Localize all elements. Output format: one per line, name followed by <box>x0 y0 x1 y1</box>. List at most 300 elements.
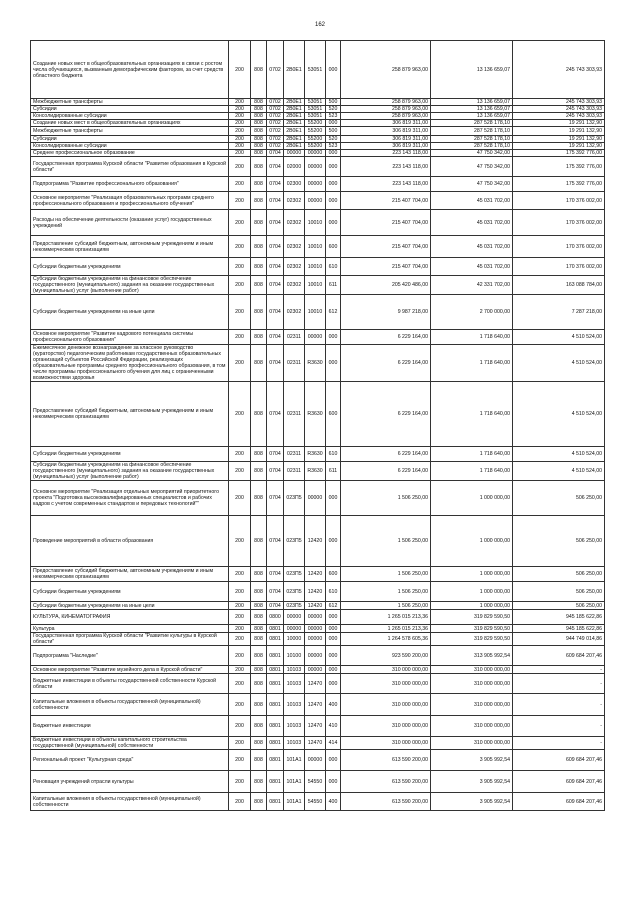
table-row <box>31 177 605 192</box>
row-admin-cell: 200 <box>229 177 251 192</box>
row-article-cell: 10010 <box>305 258 326 276</box>
row-subsection-cell: 0801 <box>267 633 284 646</box>
row-name-cell: Бюджетные инвестиции в объекты капитального строительства государственной (муниципальной) собственности <box>31 737 229 750</box>
row-article-cell: 00000 <box>305 481 326 516</box>
table-body <box>31 41 605 811</box>
row-amount-cell: 223 143 118,00 <box>341 177 431 192</box>
row-amount-cell: 613 590 200,00 <box>341 771 431 793</box>
row-amount-cell: 19 291 132,90 <box>513 120 605 127</box>
row-program-cell: 02311 <box>284 447 305 462</box>
row-program-cell: 2В0Е1 <box>284 113 305 120</box>
row-name-cell: Субсидии <box>31 136 229 143</box>
row-type-cell: 000 <box>326 41 341 99</box>
row-amount-cell: 1 506 250,00 <box>341 481 431 516</box>
row-article-cell: 12420 <box>305 582 326 602</box>
row-type-cell: 600 <box>326 567 341 582</box>
row-article-cell: 55200 <box>305 136 326 143</box>
row-type-cell: 000 <box>326 157 341 177</box>
row-amount-cell: 1 718 640,00 <box>431 462 513 481</box>
table-row <box>31 674 605 694</box>
row-amount-cell: 19 291 132,90 <box>513 127 605 136</box>
row-section-cell: 808 <box>251 674 267 694</box>
row-admin-cell: 200 <box>229 210 251 236</box>
row-amount-cell: 310 000 000,00 <box>431 674 513 694</box>
row-program-cell: 10103 <box>284 674 305 694</box>
row-program-cell: 02311 <box>284 330 305 345</box>
row-amount-cell: 215 407 704,00 <box>341 258 431 276</box>
table-row <box>31 481 605 516</box>
row-name-cell: Подпрограмма "Развитие профессионального образования" <box>31 177 229 192</box>
row-amount-cell: 1 000 000,00 <box>431 516 513 567</box>
row-admin-cell: 200 <box>229 120 251 127</box>
row-amount-cell: 3 905 992,54 <box>431 771 513 793</box>
row-admin-cell: 200 <box>229 625 251 633</box>
row-name-cell: Основное мероприятие "Развитие кадрового потенциала системы профессионального образования" <box>31 330 229 345</box>
row-amount-cell: 223 143 118,00 <box>341 157 431 177</box>
row-subsection-cell: 0800 <box>267 610 284 625</box>
row-amount-cell: - <box>513 737 605 750</box>
table-row <box>31 258 605 276</box>
row-program-cell: 02302 <box>284 236 305 258</box>
table-row <box>31 330 605 345</box>
row-amount-cell: 4 510 524,00 <box>513 382 605 447</box>
table-row <box>31 120 605 127</box>
row-amount-cell: 6 229 164,00 <box>341 462 431 481</box>
row-type-cell: 000 <box>326 646 341 666</box>
row-amount-cell: 310 000 000,00 <box>431 716 513 737</box>
row-section-cell: 808 <box>251 737 267 750</box>
table-row <box>31 106 605 113</box>
row-subsection-cell: 0704 <box>267 447 284 462</box>
row-subsection-cell: 0704 <box>267 236 284 258</box>
row-type-cell: 000 <box>326 750 341 771</box>
table-row <box>31 567 605 582</box>
table-row <box>31 625 605 633</box>
row-subsection-cell: 0801 <box>267 793 284 811</box>
row-amount-cell: 2 700 000,00 <box>431 295 513 330</box>
row-program-cell: 02302 <box>284 210 305 236</box>
row-subsection-cell: 0704 <box>267 462 284 481</box>
row-article-cell: R3630 <box>305 447 326 462</box>
row-section-cell: 808 <box>251 602 267 610</box>
budget-table <box>30 40 605 811</box>
row-name-cell: Основное мероприятие "Развитие музейного дела в Курской области" <box>31 666 229 674</box>
row-amount-cell: 3 905 992,54 <box>431 793 513 811</box>
row-amount-cell: 6 229 164,00 <box>341 330 431 345</box>
row-name-cell: Реновация учреждений отрасли культуры <box>31 771 229 793</box>
row-section-cell: 808 <box>251 716 267 737</box>
row-admin-cell: 200 <box>229 382 251 447</box>
row-admin-cell: 200 <box>229 276 251 295</box>
row-amount-cell: 506 250,00 <box>513 516 605 567</box>
row-amount-cell: 506 250,00 <box>513 567 605 582</box>
row-type-cell: 610 <box>326 447 341 462</box>
row-amount-cell: 923 590 200,00 <box>341 646 431 666</box>
row-amount-cell: 47 750 342,00 <box>431 157 513 177</box>
row-name-cell: Консолидированные субсидии <box>31 113 229 120</box>
row-amount-cell: 1 264 578 605,36 <box>341 633 431 646</box>
row-amount-cell: 1 718 640,00 <box>431 382 513 447</box>
row-article-cell: 00000 <box>305 646 326 666</box>
table-row <box>31 516 605 567</box>
row-program-cell: 02000 <box>284 157 305 177</box>
row-name-cell: Создание новых мест в общеобразовательных организациях в связи с ростом числа обучающихся, вызванным демографическим фактором, за счет средств областного бюджета <box>31 41 229 99</box>
row-article-cell: 12470 <box>305 716 326 737</box>
row-amount-cell: 1 506 250,00 <box>341 582 431 602</box>
table-row <box>31 737 605 750</box>
row-program-cell: 10103 <box>284 694 305 716</box>
row-subsection-cell: 0704 <box>267 345 284 382</box>
row-amount-cell: 1 718 640,00 <box>431 330 513 345</box>
row-admin-cell: 200 <box>229 737 251 750</box>
row-amount-cell: 1 718 640,00 <box>431 345 513 382</box>
row-article-cell: 12420 <box>305 602 326 610</box>
row-type-cell: 000 <box>326 210 341 236</box>
table-row <box>31 99 605 106</box>
row-amount-cell: 258 879 963,00 <box>341 41 431 99</box>
row-amount-cell: 613 590 200,00 <box>341 750 431 771</box>
row-name-cell: Субсидии бюджетным учреждениям на иные цели <box>31 602 229 610</box>
row-section-cell: 808 <box>251 113 267 120</box>
row-type-cell: 523 <box>326 113 341 120</box>
row-admin-cell: 200 <box>229 99 251 106</box>
row-subsection-cell: 0704 <box>267 192 284 210</box>
row-admin-cell: 200 <box>229 143 251 150</box>
row-amount-cell: 1 506 250,00 <box>341 516 431 567</box>
row-article-cell: 00000 <box>305 177 326 192</box>
row-type-cell: 611 <box>326 276 341 295</box>
row-amount-cell: 245 743 303,93 <box>513 113 605 120</box>
row-article-cell: 00000 <box>305 157 326 177</box>
row-program-cell: 101А1 <box>284 793 305 811</box>
row-subsection-cell: 0702 <box>267 41 284 99</box>
row-amount-cell: 319 829 590,50 <box>431 610 513 625</box>
row-name-cell: Расходы на обеспечение деятельности (оказание услуг) государственных учреждений <box>31 210 229 236</box>
row-section-cell: 808 <box>251 143 267 150</box>
row-program-cell: 10103 <box>284 737 305 750</box>
row-name-cell: Государственная программа Курской области "Развитие образования в Курской области" <box>31 157 229 177</box>
table-row <box>31 771 605 793</box>
row-amount-cell: 310 000 000,00 <box>431 694 513 716</box>
row-program-cell: 02302 <box>284 276 305 295</box>
row-amount-cell: 310 000 000,00 <box>341 737 431 750</box>
row-subsection-cell: 0702 <box>267 136 284 143</box>
row-amount-cell: 45 031 702,00 <box>431 258 513 276</box>
row-name-cell: Межбюджетные трансферты <box>31 127 229 136</box>
row-admin-cell: 200 <box>229 666 251 674</box>
row-type-cell: 000 <box>326 666 341 674</box>
row-amount-cell: 306 819 311,00 <box>341 127 431 136</box>
row-section-cell: 808 <box>251 694 267 716</box>
row-program-cell: 2В0Е1 <box>284 99 305 106</box>
row-subsection-cell: 0704 <box>267 210 284 236</box>
row-admin-cell: 200 <box>229 113 251 120</box>
row-admin-cell: 200 <box>229 150 251 157</box>
row-program-cell: 02302 <box>284 192 305 210</box>
row-amount-cell: 306 819 311,00 <box>341 143 431 150</box>
row-name-cell: Субсидии бюджетным учреждениям на финансовое обеспечение государственного (муниципального) задания на оказание государственных (муниципальных) услуг (выполнение работ) <box>31 276 229 295</box>
row-program-cell: 2В0Е1 <box>284 143 305 150</box>
row-section-cell: 808 <box>251 120 267 127</box>
row-subsection-cell: 0801 <box>267 625 284 633</box>
row-program-cell: 02302 <box>284 258 305 276</box>
row-program-cell: 10103 <box>284 666 305 674</box>
row-admin-cell: 200 <box>229 236 251 258</box>
row-program-cell: 101А1 <box>284 771 305 793</box>
row-type-cell: 000 <box>326 771 341 793</box>
row-admin-cell: 200 <box>229 602 251 610</box>
row-subsection-cell: 0801 <box>267 771 284 793</box>
row-type-cell: 000 <box>326 516 341 567</box>
row-section-cell: 808 <box>251 157 267 177</box>
row-name-cell: Капитальные вложения в объекты государственной (муниципальной) собственности <box>31 694 229 716</box>
row-program-cell: 00000 <box>284 625 305 633</box>
row-section-cell: 808 <box>251 793 267 811</box>
row-amount-cell: 1 506 250,00 <box>341 567 431 582</box>
row-article-cell: 10010 <box>305 295 326 330</box>
table-row <box>31 276 605 295</box>
row-subsection-cell: 0702 <box>267 127 284 136</box>
row-section-cell: 808 <box>251 646 267 666</box>
row-amount-cell: 13 136 659,07 <box>431 113 513 120</box>
row-section-cell: 808 <box>251 295 267 330</box>
row-amount-cell: 163 088 784,00 <box>513 276 605 295</box>
row-article-cell: 12470 <box>305 674 326 694</box>
row-admin-cell: 200 <box>229 258 251 276</box>
row-type-cell: 523 <box>326 143 341 150</box>
row-subsection-cell: 0702 <box>267 106 284 113</box>
row-section-cell: 808 <box>251 481 267 516</box>
table-row <box>31 666 605 674</box>
row-program-cell: 10000 <box>284 633 305 646</box>
row-amount-cell: 1 000 000,00 <box>431 602 513 610</box>
row-article-cell: 10010 <box>305 210 326 236</box>
row-article-cell: 53051 <box>305 41 326 99</box>
row-amount-cell: 175 392 776,00 <box>513 157 605 177</box>
row-article-cell: 00000 <box>305 750 326 771</box>
row-amount-cell: 215 407 704,00 <box>341 210 431 236</box>
row-article-cell: 00000 <box>305 150 326 157</box>
row-type-cell: 500 <box>326 99 341 106</box>
row-program-cell: 02300 <box>284 177 305 192</box>
row-amount-cell: 944 749 014,86 <box>513 633 605 646</box>
row-name-cell: Основное мероприятие "Реализация образовательных программ среднего профессионального образования и профессионального обучения" <box>31 192 229 210</box>
row-subsection-cell: 0704 <box>267 330 284 345</box>
row-amount-cell: 175 392 776,00 <box>513 150 605 157</box>
row-admin-cell: 200 <box>229 295 251 330</box>
row-article-cell: 10010 <box>305 236 326 258</box>
row-subsection-cell: 0801 <box>267 737 284 750</box>
table-row <box>31 582 605 602</box>
row-subsection-cell: 0704 <box>267 157 284 177</box>
row-amount-cell: 19 291 132,90 <box>513 143 605 150</box>
row-subsection-cell: 0704 <box>267 276 284 295</box>
row-section-cell: 808 <box>251 771 267 793</box>
row-amount-cell: 506 250,00 <box>513 481 605 516</box>
row-type-cell: 000 <box>326 330 341 345</box>
row-amount-cell: 205 420 486,00 <box>341 276 431 295</box>
row-amount-cell: 3 905 992,54 <box>431 750 513 771</box>
row-admin-cell: 200 <box>229 582 251 602</box>
table-row <box>31 716 605 737</box>
row-amount-cell: 287 528 178,10 <box>431 136 513 143</box>
table-row <box>31 447 605 462</box>
row-admin-cell: 200 <box>229 192 251 210</box>
row-article-cell: 00000 <box>305 633 326 646</box>
row-section-cell: 808 <box>251 258 267 276</box>
row-name-cell: Основное мероприятие "Реализация отдельных мероприятий приоритетного проекта "Подготовка высококвалифицированных специалистов и рабочих кадров с учетом современных стандартов и передовых технологий"" <box>31 481 229 516</box>
table-row <box>31 150 605 157</box>
row-section-cell: 808 <box>251 177 267 192</box>
row-section-cell: 808 <box>251 276 267 295</box>
row-admin-cell: 200 <box>229 610 251 625</box>
row-name-cell: Создание новых мест в общеобразовательных организациях <box>31 120 229 127</box>
row-name-cell: Предоставление субсидий бюджетным, автономным учреждениям и иным некоммерческим организациям <box>31 382 229 447</box>
row-name-cell: Среднее профессиональное образование <box>31 150 229 157</box>
row-name-cell: Межбюджетные трансферты <box>31 99 229 106</box>
row-section-cell: 808 <box>251 330 267 345</box>
row-amount-cell: 506 250,00 <box>513 582 605 602</box>
row-admin-cell: 200 <box>229 41 251 99</box>
row-type-cell: 600 <box>326 236 341 258</box>
row-article-cell: R3630 <box>305 345 326 382</box>
row-amount-cell: 306 819 311,00 <box>341 120 431 127</box>
row-name-cell: Предоставление субсидий бюджетным, автономным учреждениям и иным некоммерческим организациям <box>31 236 229 258</box>
row-article-cell: 53051 <box>305 113 326 120</box>
row-subsection-cell: 0704 <box>267 258 284 276</box>
table-row <box>31 750 605 771</box>
table-row <box>31 382 605 447</box>
table-row <box>31 462 605 481</box>
row-amount-cell: 7 287 218,00 <box>513 295 605 330</box>
row-amount-cell: 245 743 303,93 <box>513 99 605 106</box>
row-admin-cell: 200 <box>229 771 251 793</box>
row-section-cell: 808 <box>251 236 267 258</box>
row-section-cell: 808 <box>251 210 267 236</box>
row-subsection-cell: 0704 <box>267 567 284 582</box>
row-subsection-cell: 0702 <box>267 143 284 150</box>
row-article-cell: 55200 <box>305 120 326 127</box>
row-admin-cell: 200 <box>229 750 251 771</box>
table-row <box>31 694 605 716</box>
row-subsection-cell: 0801 <box>267 646 284 666</box>
row-section-cell: 808 <box>251 99 267 106</box>
row-amount-cell: 215 407 704,00 <box>341 192 431 210</box>
row-amount-cell: 13 136 659,07 <box>431 106 513 113</box>
row-article-cell: 00000 <box>305 192 326 210</box>
row-subsection-cell: 0704 <box>267 582 284 602</box>
row-amount-cell: 310 000 000,00 <box>431 737 513 750</box>
row-amount-cell: 4 510 524,00 <box>513 447 605 462</box>
row-name-cell: Региональный проект "Культурная среда" <box>31 750 229 771</box>
row-admin-cell: 200 <box>229 462 251 481</box>
row-amount-cell: 45 031 702,00 <box>431 192 513 210</box>
row-amount-cell: 6 229 164,00 <box>341 382 431 447</box>
row-admin-cell: 200 <box>229 793 251 811</box>
row-amount-cell: 175 392 776,00 <box>513 177 605 192</box>
row-admin-cell: 200 <box>229 106 251 113</box>
row-name-cell: Субсидии <box>31 106 229 113</box>
row-type-cell: 000 <box>326 345 341 382</box>
row-amount-cell: 170 376 002,00 <box>513 258 605 276</box>
row-name-cell: Предоставление субсидий бюджетным, автономным учреждениям и иным некоммерческим организациям <box>31 567 229 582</box>
row-amount-cell: 1 506 250,00 <box>341 602 431 610</box>
row-program-cell: 2В0Е1 <box>284 136 305 143</box>
table-row <box>31 192 605 210</box>
table-row <box>31 602 605 610</box>
row-amount-cell: 4 510 524,00 <box>513 330 605 345</box>
row-subsection-cell: 0704 <box>267 516 284 567</box>
row-amount-cell: 45 031 702,00 <box>431 210 513 236</box>
row-section-cell: 808 <box>251 750 267 771</box>
row-amount-cell: 258 879 963,00 <box>341 99 431 106</box>
row-program-cell: 02311 <box>284 462 305 481</box>
row-amount-cell: 245 743 303,93 <box>513 41 605 99</box>
row-type-cell: 611 <box>326 462 341 481</box>
row-amount-cell: 4 510 524,00 <box>513 345 605 382</box>
row-article-cell: 00000 <box>305 666 326 674</box>
row-amount-cell: - <box>513 716 605 737</box>
table-row <box>31 345 605 382</box>
row-amount-cell: 6 229 164,00 <box>341 345 431 382</box>
row-name-cell: Субсидии бюджетным учреждениям <box>31 582 229 602</box>
page-number: 162 <box>314 22 325 28</box>
row-admin-cell: 200 <box>229 157 251 177</box>
row-amount-cell: 609 684 207,46 <box>513 771 605 793</box>
row-name-cell: Субсидии бюджетным учреждениям <box>31 258 229 276</box>
row-type-cell: 000 <box>326 192 341 210</box>
row-amount-cell: 319 829 590,50 <box>431 625 513 633</box>
row-section-cell: 808 <box>251 447 267 462</box>
row-amount-cell: 170 376 002,00 <box>513 210 605 236</box>
row-type-cell: 600 <box>326 382 341 447</box>
row-admin-cell: 200 <box>229 330 251 345</box>
row-amount-cell: 287 528 178,10 <box>431 143 513 150</box>
row-subsection-cell: 0704 <box>267 295 284 330</box>
row-type-cell: 612 <box>326 602 341 610</box>
row-amount-cell: 1 265 015 213,36 <box>341 610 431 625</box>
row-subsection-cell: 0801 <box>267 750 284 771</box>
row-article-cell: R3630 <box>305 382 326 447</box>
row-subsection-cell: 0704 <box>267 602 284 610</box>
row-type-cell: 610 <box>326 258 341 276</box>
row-type-cell: 000 <box>326 625 341 633</box>
row-section-cell: 808 <box>251 516 267 567</box>
row-name-cell: Субсидии бюджетным учреждениям на финансовое обеспечение государственного (муниципального) задания на оказание государственных (муниципальных) услуг (выполнение работ) <box>31 462 229 481</box>
row-section-cell: 808 <box>251 345 267 382</box>
row-type-cell: 520 <box>326 136 341 143</box>
row-admin-cell: 200 <box>229 447 251 462</box>
table-row <box>31 633 605 646</box>
row-type-cell: 410 <box>326 716 341 737</box>
row-amount-cell: 223 143 118,00 <box>341 150 431 157</box>
row-section-cell: 808 <box>251 462 267 481</box>
row-name-cell: Субсидии бюджетным учреждениям на иные цели <box>31 295 229 330</box>
row-article-cell: 53051 <box>305 106 326 113</box>
row-article-cell: 54550 <box>305 793 326 811</box>
row-article-cell: 00000 <box>305 330 326 345</box>
row-type-cell: 000 <box>326 633 341 646</box>
row-article-cell: 53051 <box>305 99 326 106</box>
row-amount-cell: 170 376 002,00 <box>513 236 605 258</box>
row-article-cell: 12420 <box>305 516 326 567</box>
row-name-cell: Государственная программа Курской области "Развитие культуры в Курской области" <box>31 633 229 646</box>
row-name-cell: КУЛЬТУРА, КИНЕМАТОГРАФИЯ <box>31 610 229 625</box>
row-program-cell: 023П5 <box>284 516 305 567</box>
row-program-cell: 02302 <box>284 295 305 330</box>
row-section-cell: 808 <box>251 106 267 113</box>
row-amount-cell: 310 000 000,00 <box>341 716 431 737</box>
